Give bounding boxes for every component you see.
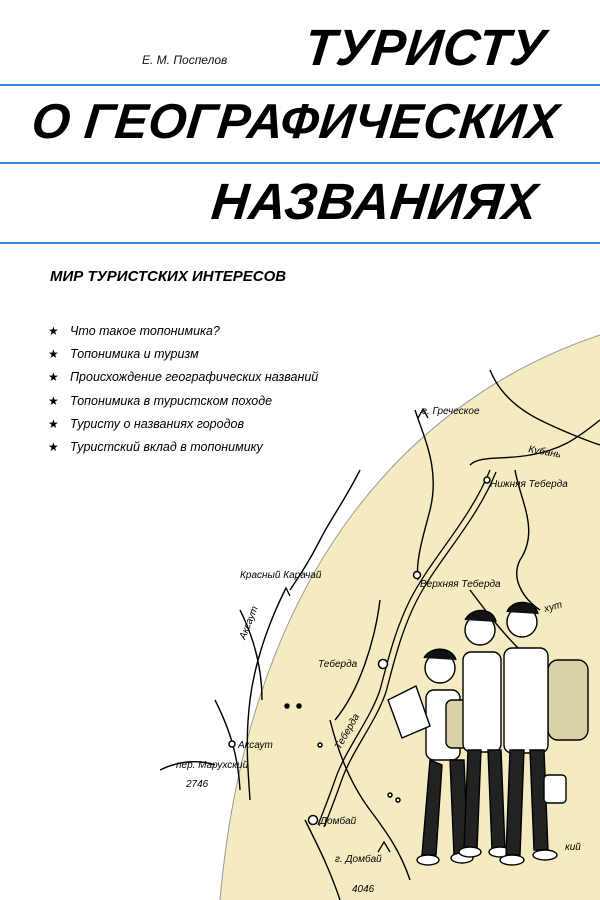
label-teberda: Теберда [318, 659, 358, 670]
contents-item [48, 413, 318, 436]
contents-item-text: Топонимика и туризм [70, 347, 199, 362]
contents-item [48, 343, 318, 366]
label-mt-dombai: г. Домбай [335, 854, 382, 865]
river-west [215, 700, 240, 790]
label-dombai: Домбай [320, 816, 357, 827]
label-kuban: Кубань [527, 444, 562, 461]
peak-krasny [282, 588, 290, 596]
town-dombai [309, 816, 318, 825]
label-verkhnyaya: Верхняя Теберда [420, 579, 501, 590]
rule-2 [0, 162, 600, 164]
point-5 [396, 798, 400, 802]
town-aksaut [229, 741, 235, 747]
star-icon: ★ [48, 439, 59, 454]
contents-item-text: Туристский вклад в топонимику [70, 439, 263, 454]
label-krasny: Красный Карачай [240, 570, 322, 581]
label-aksaut-river: Аксаут [237, 604, 261, 642]
label-pass-height: 2746 [186, 779, 209, 790]
author-name: Е. М. Поспелов [142, 53, 228, 67]
point-2 [297, 704, 301, 708]
label-aksaut: Аксаут [238, 740, 273, 751]
label-nizhnyaya: Нижняя Теберда [490, 479, 568, 490]
contents-item-text: Происхождение географических названий [70, 370, 319, 385]
label-grecheskoe: г. Греческое [422, 406, 480, 417]
rule-1 [0, 84, 600, 86]
contents-item-text: Туристу о названиях городов [70, 416, 244, 431]
star-icon: ★ [48, 324, 59, 338]
contents-item [48, 390, 318, 413]
contents-list [48, 320, 318, 459]
label-teberda-river: Теберда [333, 712, 363, 752]
series-title: МИР ТУРИСТСКИХ ИНТЕРЕСОВ [50, 268, 287, 285]
star-icon: ★ [48, 347, 59, 362]
star-icon: ★ [48, 416, 59, 431]
title-line-2: О ГЕОГРАФИЧЕСКИХ [29, 95, 562, 149]
contents-item-text: Что такое топонимика? [70, 324, 220, 338]
contents-item [48, 320, 318, 343]
title-line-3: НАЗВАНИЯХ [209, 173, 541, 230]
contents-item-text: Топонимика в туристском походе [70, 393, 273, 408]
label-mt-height: 4046 [352, 884, 375, 895]
star-icon: ★ [48, 370, 59, 385]
town-teberda [379, 660, 388, 669]
town-verkhnyaya [414, 572, 421, 579]
label-khut: хут [542, 599, 564, 615]
contents-item [48, 436, 318, 459]
label-pass: пер. Марухский [176, 760, 249, 771]
title-line-1: ТУРИСТУ [302, 19, 549, 76]
rule-3 [0, 242, 600, 244]
point-1 [285, 704, 289, 708]
label-kiy: кий [565, 842, 581, 853]
star-icon: ★ [48, 393, 59, 408]
point-3 [318, 743, 322, 747]
point-4 [388, 793, 392, 797]
contents-item [48, 366, 318, 389]
